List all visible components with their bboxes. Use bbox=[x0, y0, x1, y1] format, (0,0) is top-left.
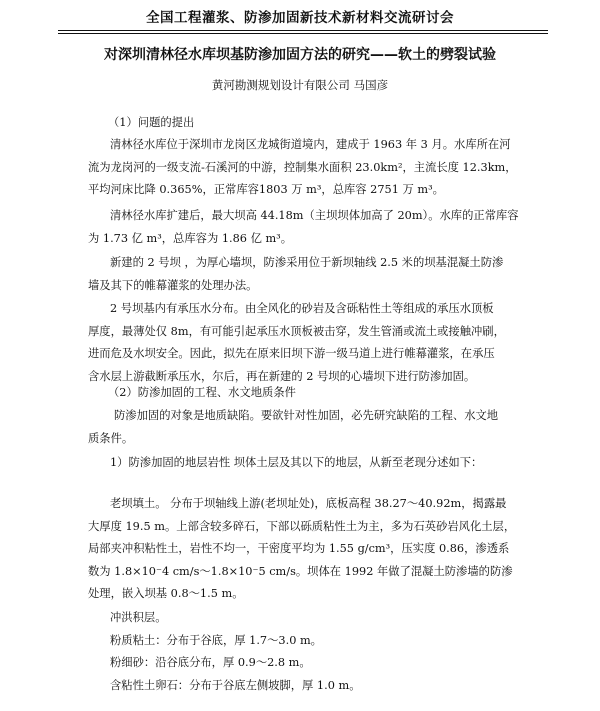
strata-item: 粉质粘土：分布于谷底，厚 1.7～3.0 m。 bbox=[110, 633, 322, 647]
section1-paragraph-4 bbox=[88, 298, 505, 388]
paper-title: 对深圳清林径水库坝基防渗加固方法的研究——软土的劈裂试验 bbox=[104, 47, 496, 63]
section1-heading: （1）问题的提出 bbox=[108, 116, 195, 129]
strata-list bbox=[110, 607, 361, 697]
strata-item: 含粘性土卵石：分布于谷底左侧坡脚，厚 1.0 m。 bbox=[110, 678, 361, 692]
strata-item: 冲洪积层。 bbox=[110, 611, 167, 624]
section2-paragraph-1 bbox=[88, 405, 498, 450]
text-line: 清林径水库位于深圳市龙岗区龙城街道境内，建成于 1963 年 3 月。水库所在河 bbox=[110, 138, 511, 151]
text-line: 清林径水库扩建后，最大坝高 44.18m（主坝坝体加高了 20m）。水库的正常库容 bbox=[110, 209, 519, 222]
running-header: 全国工程灌浆、防渗加固新技术新材料交流研讨会 bbox=[146, 10, 454, 26]
section2-heading: （2）防渗加固的工程、水文地质条件 bbox=[108, 386, 296, 399]
text-line: 处理，嵌入坝基 0.8～1.5 m。 bbox=[88, 587, 244, 600]
text-line: 平均河床比降 0.365%，正常库容1803 万 m³，总库容 2751 万 m³。 bbox=[88, 183, 444, 196]
section2-item-1: 1）防渗加固的地层岩性 坝体土层及其以下的地层，从新至老现分述如下： bbox=[110, 456, 483, 469]
text-line: 质条件。 bbox=[88, 431, 134, 445]
section2-paragraph-2 bbox=[88, 493, 515, 606]
text-line: 大厚度 19.5 m。上部含较多碎石，下部以砾质粘性土为主，多为石英砂岩风化土层， bbox=[88, 519, 516, 533]
author-line: 黄河勘测规划设计有限公司 马国彦 bbox=[211, 78, 389, 92]
text-line: 新建的 2 号坝 ，为厚心墙坝，防渗采用位于新坝轴线 2.5 米的坝基混凝土防渗 bbox=[110, 256, 504, 269]
text-line: 为 1.73 亿 m³，总库容为 1.86 亿 m³。 bbox=[88, 231, 293, 245]
text-line: 流为龙岗河的一级支流-石溪河的中游，控制集水面积 23.0km²，主流长度 12.3km， bbox=[88, 160, 517, 174]
strata-item: 粉细砂：沿谷底分布，厚 0.9～2.8 m。 bbox=[110, 656, 311, 669]
section1-paragraph-1 bbox=[88, 134, 517, 202]
text-line: 数为 1.8×10⁻4 cm/s～1.8×10⁻5 cm/s。坝体在 1992 年做了混凝土防渗墙的防渗 bbox=[88, 564, 513, 578]
text-line: 老坝填土。 分布于坝轴线上游(老坝址处)，底板高程 38.27～40.92m，揭露最 bbox=[110, 497, 507, 510]
text-line: 2 号坝基内有承压水分布。由全风化的砂岩及含砾粘性土等组成的承压水顶板 bbox=[110, 302, 494, 315]
section1-paragraph-3 bbox=[88, 252, 503, 297]
text-line: 防渗加固的对象是地质缺陷。要欲针对性加固，必先研究缺陷的工程、水文地 bbox=[114, 409, 499, 422]
text-line: 进而危及水坝安全。因此，拟先在原来旧坝下游一级马道上进行帷幕灌浆，在承压 bbox=[88, 347, 495, 360]
section1-paragraph-2 bbox=[88, 205, 519, 250]
header-rule bbox=[58, 30, 548, 34]
text-line: 墙及其下的帷幕灌浆的处理办法。 bbox=[88, 278, 258, 292]
text-line: 含水层上游截断承压水，尔后，再在新建的 2 号坝的心墙坝下进行防渗加固。 bbox=[88, 369, 476, 383]
text-line: 厚度，最薄处仅 8m，有可能引起承压水顶板被击穿，发生管涌或流土或接触冲刷， bbox=[88, 324, 505, 338]
text-line: 局部夹冲积粘性土，岩性不均一，干密度平均为 1.55 g/cm³，压实度 0.86，渗透系 bbox=[88, 542, 510, 555]
